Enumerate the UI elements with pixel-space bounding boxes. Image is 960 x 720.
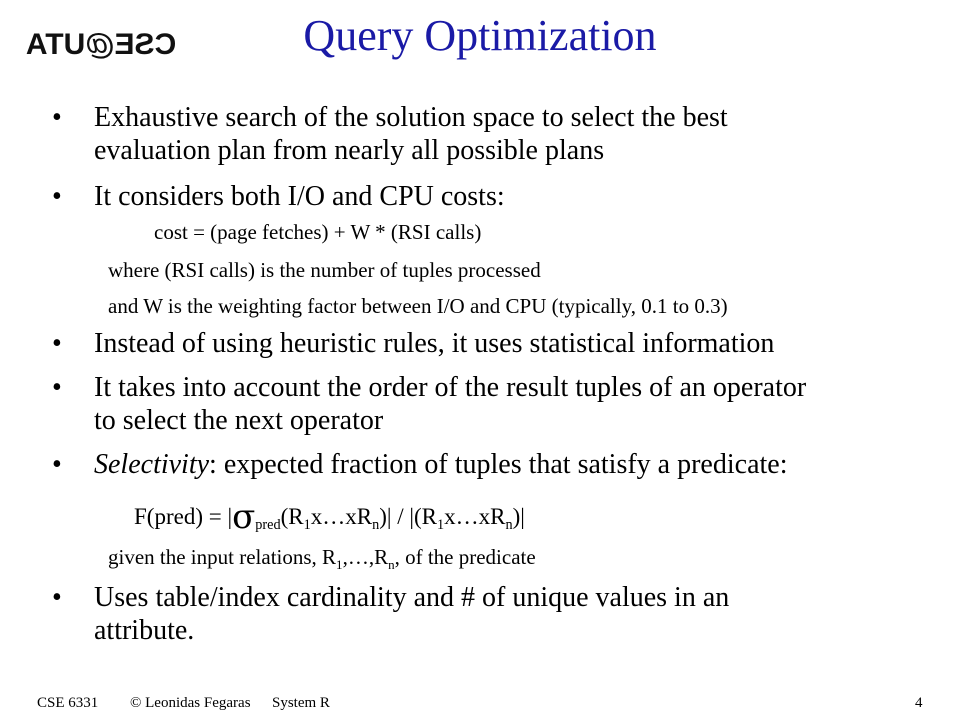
- bullet-line: attribute.: [94, 615, 195, 646]
- selectivity-definition: : expected fraction of tuples that satisfy a predicate:: [209, 449, 788, 480]
- given-suffix: , of the predicate: [394, 545, 536, 569]
- cost-where-line: where (RSI calls) is the number of tuples processed: [108, 258, 541, 282]
- formula-close: )|: [512, 504, 525, 529]
- selectivity-formula: [134, 497, 525, 537]
- bullet-dot: •: [52, 102, 62, 133]
- bullet-line: to select the next operator: [94, 405, 384, 436]
- logo-text: CSE@UTA: [25, 28, 177, 61]
- formula-product: x…xR: [444, 504, 506, 529]
- formula-paren: (: [280, 504, 289, 529]
- bullet-line: Uses table/index cardinality and # of unique values in an: [94, 582, 730, 613]
- given-relations-line: [108, 544, 536, 570]
- bullet-line: evaluation plan from nearly all possible plans: [94, 135, 605, 166]
- formula-sub-1: 1: [436, 517, 445, 533]
- bullet-dot: •: [52, 582, 62, 613]
- slide-title: Query Optimization: [303, 11, 657, 60]
- footer-page-number: 4: [915, 695, 923, 711]
- bullet-dot: •: [52, 449, 62, 480]
- bullet-line: [94, 448, 787, 481]
- formula-product: x…xR: [310, 504, 373, 529]
- given-sub-1: 1: [336, 557, 343, 572]
- given-prefix: given the input relations, R: [108, 545, 337, 569]
- bullet-line: It takes into account the order of the result tuples of an operator: [94, 372, 807, 403]
- bullet-dot: •: [52, 181, 62, 212]
- formula-sub-n: n: [505, 517, 513, 533]
- footer-author: © Leonidas Fegaras: [130, 695, 251, 711]
- bullet-dot: •: [52, 328, 62, 359]
- given-mid: ,…,R: [342, 545, 389, 569]
- cost-and-line: and W is the weighting factor between I/O and CPU (typically, 0.1 to 0.3): [108, 294, 728, 318]
- bullet-line: Exhaustive search of the solution space to select the best: [94, 102, 728, 133]
- given-sub-n: n: [388, 557, 395, 572]
- formula-lhs: F(pred) = |: [134, 504, 233, 529]
- formula-r: R: [288, 504, 304, 529]
- cost-formula: cost = (page fetches) + W * (RSI calls): [154, 220, 482, 244]
- bullet-dot: •: [52, 372, 62, 403]
- bullet-line: Instead of using heuristic rules, it uses statistical information: [94, 328, 775, 359]
- bullet-line: It considers both I/O and CPU costs:: [94, 181, 505, 212]
- formula-sub-1: 1: [303, 517, 311, 533]
- formula-sub-n: n: [372, 517, 380, 533]
- formula-divider: )| / |(R: [379, 504, 437, 529]
- footer-course: CSE 6331: [37, 695, 99, 711]
- sigma-symbol: σ: [232, 497, 256, 537]
- pred-subscript: pred: [255, 517, 281, 533]
- footer-topic: System R: [272, 695, 330, 711]
- selectivity-term: Selectivity: [94, 449, 210, 480]
